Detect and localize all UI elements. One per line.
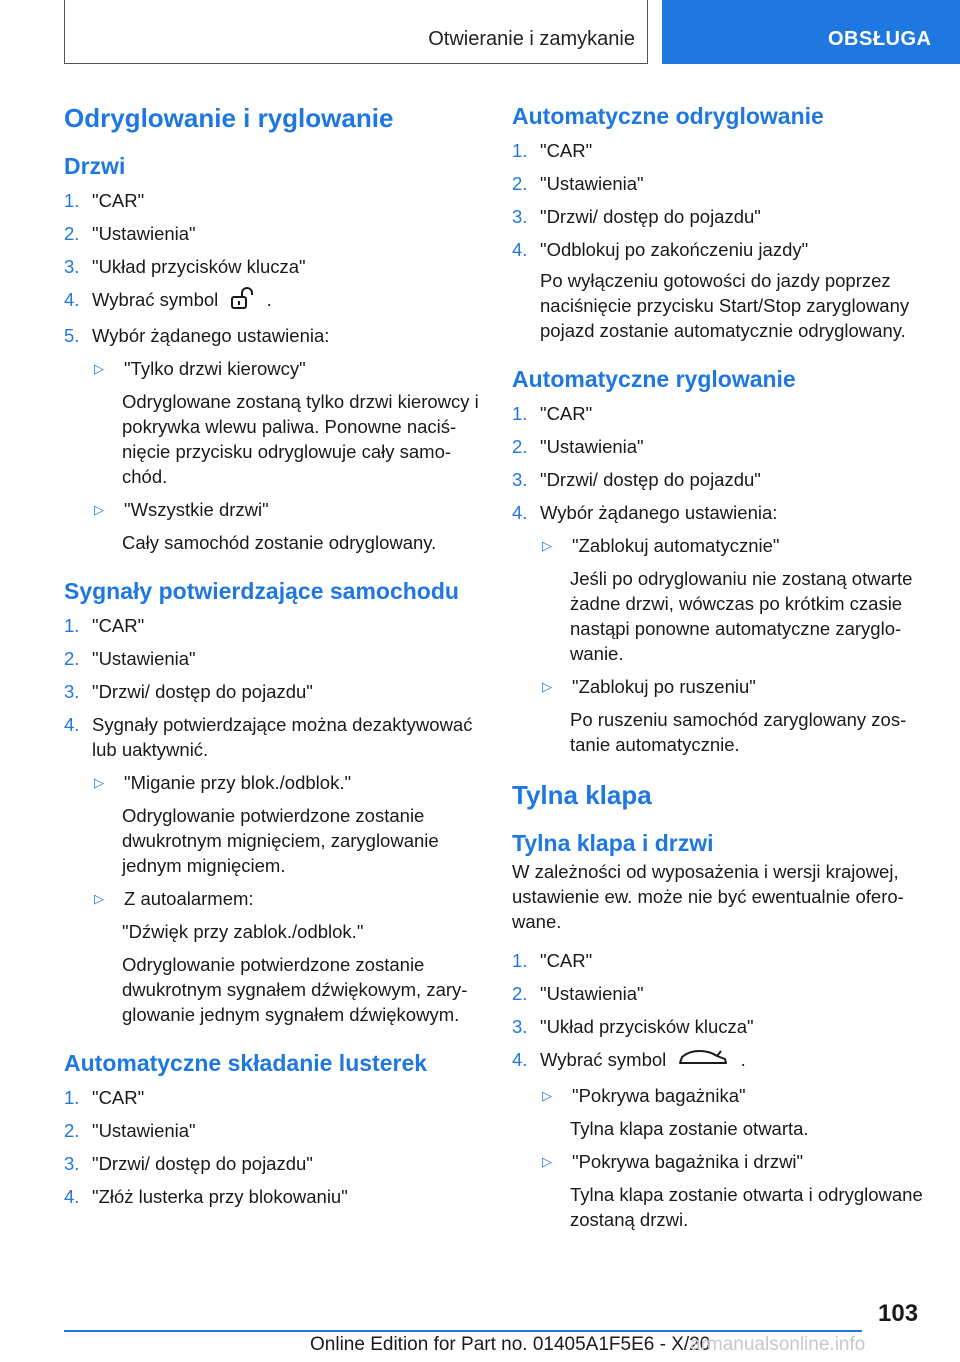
option-item: ▷ "Miganie przy blok./odblok." bbox=[94, 772, 352, 794]
right-column bbox=[512, 100, 932, 1232]
heading-auto-odryglowanie: Automatyczne odryglowanie bbox=[512, 103, 824, 129]
option-description: Odryglowane zostaną tylko drzwi kierowcy i pokrywka wlewu paliwa. Ponowne naciśnięcie przycisku odryglowuje cały samochód. bbox=[122, 391, 479, 488]
list-item: 1. "CAR" bbox=[512, 140, 593, 161]
list-item: 3. "Drzwi/ dostęp do pojazdu" bbox=[64, 1153, 313, 1175]
option-description: Odryglowanie potwierdzone zostanie dwukrotnym sygnałem dźwiękowym, zaryglowanie jednym sygnałem dźwiękowym. bbox=[122, 954, 468, 1026]
list-item: 4. Sygnały potwierdzające można dezaktywować lub uaktywnić. bbox=[64, 714, 473, 761]
triangle-bullet-icon: ▷ bbox=[94, 502, 104, 518]
list-item: 1. "CAR" bbox=[64, 615, 145, 637]
triangle-bullet-icon: ▷ bbox=[542, 679, 552, 694]
option-item: ▷ "Wszystkie drzwi" bbox=[94, 499, 269, 521]
list-item: 3. "Drzwi/ dostęp do pojazdu" bbox=[64, 681, 313, 703]
list-item: 3. "Układ przycisków klucza" bbox=[512, 1016, 754, 1037]
list-item: 3. "Drzwi/ dostęp do pojazdu" bbox=[512, 469, 761, 490]
footer-divider bbox=[64, 1330, 862, 1332]
list-item: 4. Wybrać symbol . bbox=[64, 287, 484, 315]
list-item: 4. Wybrać symbol . bbox=[512, 1047, 932, 1075]
option-item: ▷ Z autoalarmem: bbox=[94, 888, 254, 910]
list-item: 1. "CAR" bbox=[512, 403, 593, 424]
option-description: Jeśli po odryglowaniu nie zostaną otwarte żadne drzwi, wówczas po krótkim czasie nastąpi ponowne automatyczne zaryglowanie. bbox=[570, 568, 913, 664]
list-item: 4. Wybór żądanego ustawienia: bbox=[512, 502, 778, 523]
section-tab bbox=[662, 0, 960, 64]
triangle-bullet-icon: ▷ bbox=[542, 1088, 552, 1104]
list-item: 1. "CAR" bbox=[512, 950, 593, 971]
list-item: 2. "Ustawienia" bbox=[512, 983, 644, 1004]
edition-note: Online Edition for Part no. 01405A1F5E6 - X/20 bbox=[310, 1334, 711, 1355]
list-item: 4. "Złóż lusterka przy blokowaniu" bbox=[64, 1186, 348, 1208]
heading-drzwi: Drzwi bbox=[64, 153, 126, 179]
car-tailgate-icon bbox=[677, 1047, 729, 1075]
list-item: 4. "Odblokuj po zakończeniu jazdy" bbox=[512, 239, 809, 260]
option-item: ▷ "Zablokuj po ruszeniu" bbox=[542, 676, 756, 697]
option-description: Cały samochód zostanie odryglowany. bbox=[122, 532, 437, 554]
option-item: ▷ "Tylko drzwi kierowcy" bbox=[94, 358, 306, 380]
list-item: 2. "Ustawienia" bbox=[512, 436, 644, 457]
triangle-bullet-icon: ▷ bbox=[542, 538, 552, 553]
list-item: 2. "Ustawienia" bbox=[64, 223, 196, 244]
header-box bbox=[64, 0, 648, 64]
intro-text: W zależności od wyposażenia i wersji krajowej, ustawienie ew. może nie być ewentualnie oferowane. bbox=[512, 861, 904, 932]
list-item: 5. Wybór żądanego ustawienia: bbox=[64, 325, 330, 347]
option-description: Odryglowanie potwierdzone zostanie dwukrotnym mignięciem, zaryglowanie jednym mignięciem. bbox=[122, 805, 439, 877]
list-item: 1. "CAR" bbox=[64, 190, 145, 211]
heading-tylna-klapa: Tylna klapa bbox=[512, 780, 652, 810]
triangle-bullet-icon: ▷ bbox=[94, 361, 104, 377]
list-item: 2. "Ustawienia" bbox=[512, 173, 644, 194]
heading-lusterka: Automatyczne składanie lusterek bbox=[64, 1050, 428, 1077]
heading-auto-ryglowanie: Automatyczne ryglowanie bbox=[512, 366, 796, 392]
section-tab-label: OBSŁUGA bbox=[828, 28, 932, 50]
triangle-bullet-icon: ▷ bbox=[94, 891, 104, 907]
heading-sygnaly: Sygnały potwierdzające samochodu bbox=[64, 578, 459, 605]
list-item: 3. "Drzwi/ dostęp do pojazdu" bbox=[512, 206, 761, 227]
triangle-bullet-icon: ▷ bbox=[94, 775, 104, 791]
section-title: Otwieranie i zamykanie bbox=[428, 28, 635, 50]
list-item: 1. "CAR" bbox=[64, 1087, 145, 1109]
option-item: ▷ "Pokrywa bagażnika i drzwi" bbox=[542, 1151, 804, 1173]
step-description: Po wyłączeniu gotowości do jazdy poprzez naciśnięcie przycisku Start/Stop zaryglowany pojazd zostanie automatycznie odryglowany. bbox=[540, 270, 910, 341]
unlock-icon bbox=[229, 287, 255, 315]
list-item: 2. "Ustawienia" bbox=[64, 1120, 196, 1142]
option-line: "Dźwięk przy zablok./odblok." bbox=[122, 921, 364, 943]
heading-odryglowanie: Odryglowanie i ryglowanie bbox=[64, 103, 394, 133]
page-number: 103 bbox=[878, 1300, 919, 1327]
left-column bbox=[64, 100, 484, 1209]
heading-tylna-klapa-drzwi: Tylna klapa i drzwi bbox=[512, 830, 714, 856]
option-description: Tylna klapa zostanie otwarta i odryglowane zostaną drzwi. bbox=[570, 1184, 923, 1231]
triangle-bullet-icon: ▷ bbox=[542, 1154, 552, 1170]
option-item: ▷ "Zablokuj automatycznie" bbox=[542, 535, 780, 556]
list-item: 3. "Układ przycisków klucza" bbox=[64, 256, 306, 277]
watermark: armanualsonline.info bbox=[690, 1334, 866, 1355]
option-description: Tylna klapa zostanie otwarta. bbox=[570, 1118, 809, 1140]
option-description: Po ruszeniu samochód zaryglowany zostanie automatycznie. bbox=[570, 709, 907, 755]
option-item: ▷ "Pokrywa bagażnika" bbox=[542, 1085, 746, 1107]
list-item: 2. "Ustawienia" bbox=[64, 648, 196, 670]
